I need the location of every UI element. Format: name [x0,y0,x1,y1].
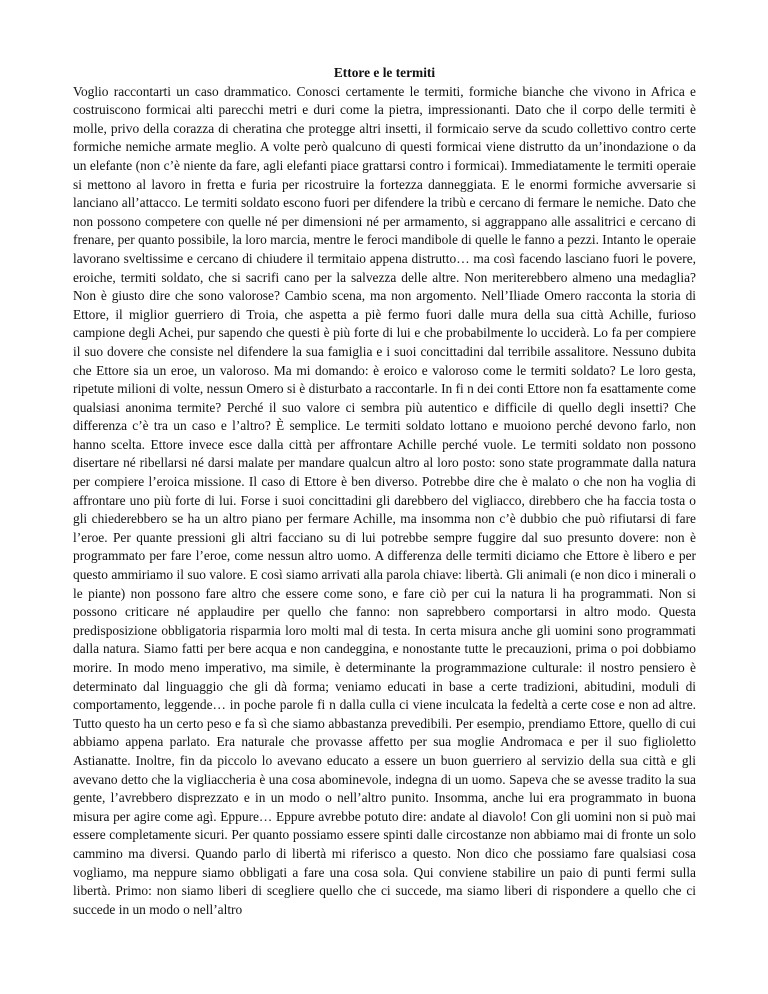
document-body-text: Voglio raccontarti un caso drammatico. Conosci certamente le termiti, formiche bianche che vivono in Africa e costruiscono formicai alti parecchi metri e duri come la pietra, impressionanti. Dato che il corpo delle termiti è molle, privo della corazza di cheratina che protegge altri insetti, il formicaio serve da scudo collettivo contro certe formiche nemiche armate meglio. A volte però qualcuno di questi formicai viene distrutto da un’inondazione o da un elefante (non c’è niente da fare, agli elefanti piace grattarsi contro i formicai). Immediatamente le termiti operaie si mettono al lavoro in fretta e furia per ricostruire la fortezza danneggiata. E le enormi formiche avversarie si lanciano all’attacco. Le termiti soldato escono fuori per difendere la tribù e cercano di fermare le nemiche. Dato che non possono competere con quelle né per dimensioni né per armamento, si aggrappano alle assalitrici e cercano di frenare, per quanto possibile, la loro marcia, mentre le feroci mandibole di quelle le fanno a pezzi. Intanto le operaie lavorano sveltissime e cercano di chiudere il termitaio appena distrutto… ma così facendo lasciano fuori le povere, eroiche, termiti soldato, che si sacrifi cano per la salvezza delle altre. Non meriterebbero almeno una medaglia? Non è giusto dire che sono valorose? Cambio scena, ma non argomento. Nell’Iliade Omero racconta la storia di Ettore, il miglior guerriero di Troia, che aspetta a piè fermo fuori dalle mura della sua città Achille, furioso campione degli Achei, pur sapendo che questi è più forte di lui e che probabilmente lo ucciderà. Lo fa per compiere il suo dovere che consiste nel difendere la sua famiglia e i suoi concittadini dal terribile assalitore. Nessuno dubita che Ettore sia un eroe, un valoroso. Ma mi domando: è eroico e valoroso come le termiti soldato? Le loro gesta, ripetute milioni di volte, nessun Omero si è disturbato a raccontarle. In fi n dei conti Ettore non fa esattamente come qualsiasi anonima termite? Perché il suo valore ci sembra più autentico e difficile di quello degli insetti? Che differenza c’è tra un caso e l’altro? È semplice. Le termiti soldato lottano e muoiono perché devono farlo, non hanno scelta. Ettore invece esce dalla città per affrontare Achille perché vuole. Le termiti soldato non possono disertare né ribellarsi né darsi malate per mandare qualcun altro al loro posto: sono state programmate dalla natura per compiere l’eroica missione. Il caso di Ettore è ben diverso. Potrebbe dire che è malato o che non ha voglia di affrontare uno più forte di lui. Forse i suoi concittadini gli darebbero del vigliacco, direbbero che ha faccia tosta o gli chiederebbero se ha un altro piano per fermare Achille, ma insomma non c’è dubbio che può rifiutarsi di fare l’eroe. Per quante pressioni gli altri facciano su di lui potrebbe sempre fuggire dal suo presunto dovere: non è programmato per fare l’eroe, come nessun altro uomo. A differenza delle termiti diciamo che Ettore è libero e per questo ammiriamo il suo valore. E così siamo arrivati alla parola chiave: libertà. Gli animali (e non dico i minerali o le piante) non possono fare altro che essere come sono, e fare ciò per cui la natura li ha programmati. Non si possono criticare né applaudire per quello che fanno: non saprebbero comportarsi in altro modo. Questa predisposizione obbligatoria risparmia loro molti mal di testa. In certa misura anche gli uomini sono programmati dalla natura. Siamo fatti per bere acqua e non candeggina, e nonostante tutte le precauzioni, prima o poi dobbiamo morire. In modo meno imperativo, ma simile, è determinante la programmazione culturale: il nostro pensiero è determinato dal linguaggio che gli dà forma; veniamo educati in base a certe tradizioni, abitudini, moduli di comportamento, leggende… in poche parole fi n dalla culla ci viene inculcata la fedeltà a certe cose e non ad altre. Tutto questo ha un certo peso e fa sì che siamo abbastanza prevedibili. Per esempio, prendiamo Ettore, quello di cui abbiamo appena parlato. Era naturale che provasse affetto per sua moglie Andromaca e per il suo figlioletto Astianatte. Inoltre, fin da piccolo lo avevano educato a essere un buon guerriero al servizio della sua città e gli avevano detto che la vigliaccheria è una cosa abominevole, indegna di un uomo. Sapeva che se avesse tradito la sua gente, l’avrebbero disprezzato e in un modo o nell’altro punito. Insomma, anche lui era programmato in buona misura per agire come agì. Eppure… Eppure avrebbe potuto dire: andate al diavolo! Con gli uomini non si può mai essere completamente sicuri. Per quanto possiamo essere spinti dalle circostanze non abbiamo mai di fronte un solo cammino ma diversi. Quando parlo di libertà mi riferisco a questo. Non dico che possiamo fare qualsiasi cosa vogliamo, ma neppure siamo obbligati a fare una cosa sola. Qui conviene stabilire un paio di punti fermi sulla libertà. Primo: non siamo liberi di scegliere quello che ci succede, ma siamo liberi di rispondere a quello che ci succede in un modo o nell’altro [73,83,696,917]
document-title: Ettore e le termiti [333,65,436,80]
document-page [73,64,696,919]
